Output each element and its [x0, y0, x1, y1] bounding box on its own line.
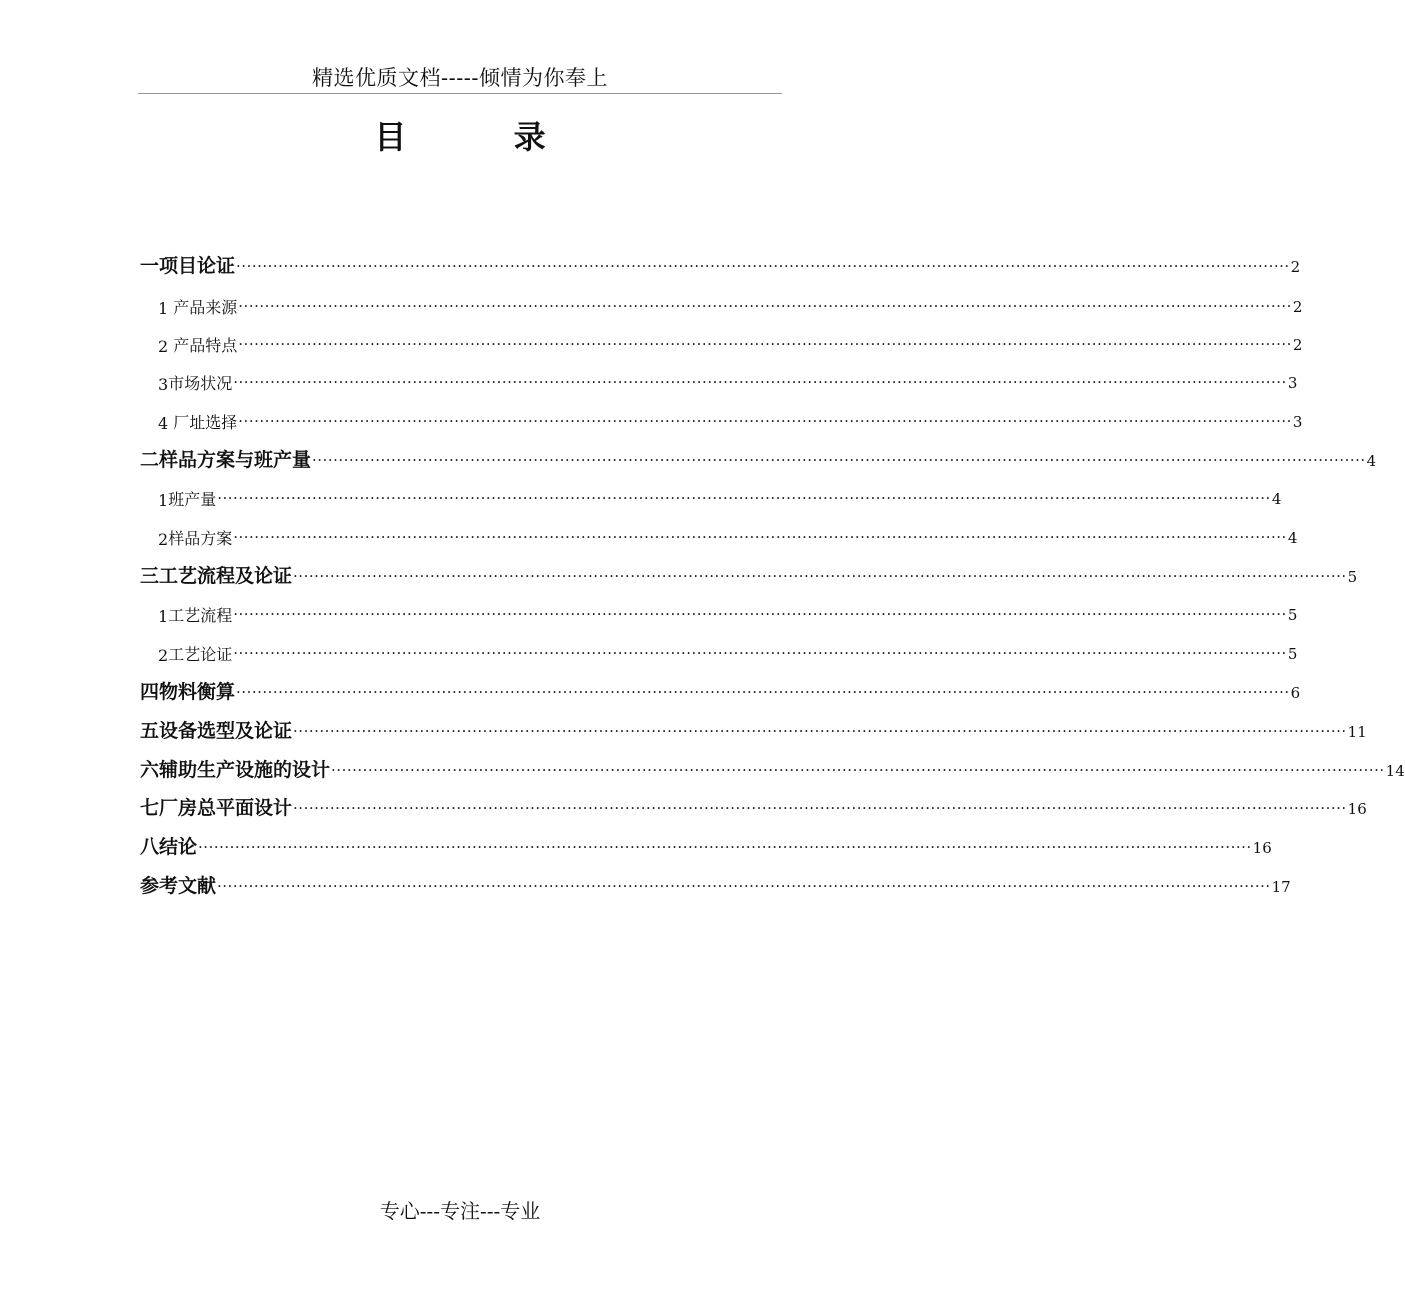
toc-entry-page: 6: [1290, 684, 1301, 702]
toc-entry[interactable]: [140, 752, 1405, 782]
toc-entry-number: 2: [158, 337, 174, 356]
toc-entry-page: 4: [1271, 490, 1282, 508]
toc-entry[interactable]: [140, 248, 1301, 278]
toc-entry-number: 一: [140, 255, 160, 277]
toc-leader-dots: ········································································································································································································: [217, 877, 1271, 895]
toc-entry-label: 项目论证: [159, 255, 236, 277]
toc-entry-number: 七: [140, 797, 160, 819]
toc-entry-label: 班产量: [168, 490, 217, 509]
toc-entry-page: 2: [1292, 336, 1303, 354]
toc-entry-number: 六: [140, 759, 160, 781]
toc-entry-number: 1: [158, 491, 169, 510]
toc-leader-dots: ········································································································································································································: [293, 722, 1347, 740]
toc-entry-page: 17: [1271, 878, 1291, 896]
toc-entry-page: 11: [1347, 723, 1367, 741]
toc-entry-label: 产品特点: [173, 336, 238, 355]
toc-entry-page: 16: [1252, 839, 1272, 857]
toc-entry[interactable]: [140, 790, 1367, 820]
toc-entry-number: 三: [140, 565, 160, 587]
header-divider: [138, 93, 782, 94]
toc-entry[interactable]: [158, 519, 1298, 549]
toc-entry[interactable]: [158, 480, 1282, 510]
toc-entry-page: 14: [1385, 762, 1405, 780]
toc-entry-number: 2: [158, 530, 169, 549]
toc-entry-number: 二: [140, 449, 160, 471]
toc-entry[interactable]: [158, 403, 1303, 433]
toc-entry-label: 市场状况: [168, 374, 233, 393]
toc-leader-dots: ········································································································································································································: [236, 257, 1290, 275]
toc-entry[interactable]: [158, 635, 1298, 665]
toc-leader-dots: ········································································································································································································: [293, 799, 1347, 817]
toc-leader-dots: ········································································································································································································: [236, 683, 1290, 701]
toc-leader-dots: ········································································································································································································: [238, 297, 1292, 315]
toc-entry-number: 五: [140, 720, 160, 742]
toc-entry-number: 1: [158, 299, 174, 318]
toc-entry-label: 工艺论证: [168, 645, 233, 664]
toc-leader-dots: ········································································································································································································: [238, 335, 1292, 353]
toc-leader-dots: ········································································································································································································: [217, 489, 1271, 507]
toc-entry[interactable]: [158, 596, 1298, 626]
toc-entry-number: 3: [158, 375, 169, 394]
toc-leader-dots: ········································································································································································································: [293, 567, 1347, 585]
toc-entry-page: 5: [1347, 568, 1358, 586]
toc-entry-number: 四: [140, 681, 160, 703]
toc-leader-dots: ········································································································································································································: [233, 373, 1287, 391]
toc-entry-page: 4: [1287, 529, 1298, 547]
toc-entry-number: 2: [158, 646, 169, 665]
toc-entry[interactable]: [158, 288, 1303, 318]
toc-leader-dots: ········································································································································································································: [233, 605, 1287, 623]
toc-entry-page: 2: [1290, 258, 1301, 276]
toc-entry[interactable]: [158, 326, 1303, 356]
toc-entry-label: 工艺流程及论证: [159, 565, 293, 587]
toc-entry-number: 1: [158, 607, 169, 626]
toc-entry[interactable]: [140, 674, 1301, 704]
toc-entry-label: 样品方案: [168, 529, 233, 548]
toc-entry[interactable]: [140, 442, 1377, 472]
toc-entry-number: 4: [158, 414, 174, 433]
toc-leader-dots: ········································································································································································································: [198, 838, 1252, 856]
toc-entry-label: 厂址选择: [173, 413, 238, 432]
toc-leader-dots: ········································································································································································································: [238, 412, 1292, 430]
toc-entry-page: 16: [1347, 800, 1367, 818]
toc-leader-dots: ········································································································································································································: [233, 644, 1287, 662]
toc-entry-label: 工艺流程: [168, 606, 233, 625]
toc-entry-page: 3: [1292, 413, 1303, 431]
toc-leader-dots: ········································································································································································································: [233, 528, 1287, 546]
toc-entry-page: 5: [1287, 606, 1298, 624]
toc-entry-label: 辅助生产设施的设计: [159, 759, 331, 781]
toc-entry-label: 设备选型及论证: [159, 720, 293, 742]
page-title: 目 录: [374, 118, 594, 156]
toc-entry-label: 结论: [159, 836, 198, 858]
toc-entry-label: 样品方案与班产量: [159, 449, 312, 471]
toc-entry[interactable]: [140, 558, 1358, 588]
toc-entry-page: 4: [1366, 452, 1377, 470]
toc-entry-number: 八: [140, 836, 160, 858]
toc-entry-label: 物料衡算: [159, 681, 236, 703]
toc-entry-page: 3: [1287, 374, 1298, 392]
toc-entry-label: 产品来源: [173, 298, 238, 317]
page-footer: 专心---专注---专业: [379, 1199, 541, 1223]
toc-entry[interactable]: [158, 364, 1298, 394]
toc-leader-dots: ········································································································································································································: [312, 451, 1366, 469]
toc-entry-page: 2: [1292, 298, 1303, 316]
toc-entry[interactable]: [140, 868, 1291, 898]
toc-entry-page: 5: [1287, 645, 1298, 663]
page-header: 精选优质文档-----倾情为你奉上: [312, 66, 608, 90]
toc-entry-label: 厂房总平面设计: [159, 797, 293, 819]
toc-leader-dots: ········································································································································································································: [331, 761, 1385, 779]
toc-entry[interactable]: [140, 713, 1367, 743]
toc-entry[interactable]: [140, 829, 1272, 859]
toc-entry-label: 参考文献: [140, 875, 217, 897]
